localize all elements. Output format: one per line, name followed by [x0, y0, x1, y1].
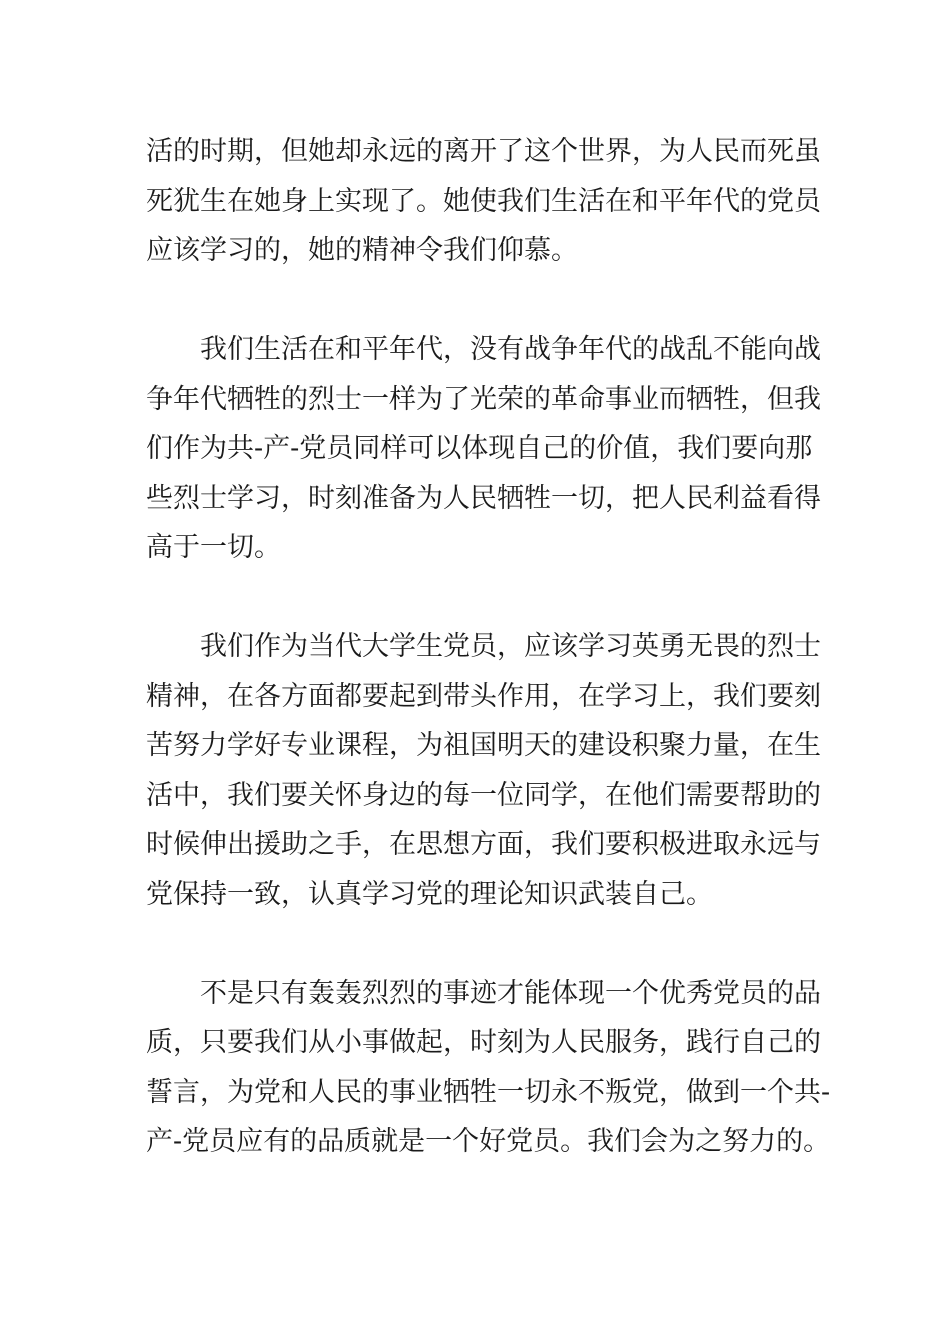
paragraph-spacer: [146, 919, 808, 969]
document-body: [146, 127, 831, 1167]
text-line: 精神，在各方面都要起到带头作用，在学习上，我们要刻: [146, 680, 821, 712]
text-line: 时候伸出援助之手，在思想方面，我们要积极进取永远与: [146, 829, 821, 860]
text-line: 些烈士学习，时刻准备为人民牺牲一切，把人民利益看得: [146, 482, 821, 514]
text-line: 活中，我们要关怀身边的每一位同学，在他们需要帮助的: [146, 779, 821, 811]
text-line: 活的时期，但她却永远的离开了这个世界，为人民而死虽: [146, 136, 821, 167]
paragraph-4: [146, 969, 831, 1167]
text-line: 我们生活在和平年代，没有战争年代的战乱不能向战: [200, 334, 821, 365]
paragraph-spacer: [146, 276, 808, 326]
paragraph-spacer: [146, 573, 808, 623]
paragraph-1: [146, 127, 821, 276]
text-line: 党保持一致，认真学习党的理论知识武装自己。: [146, 878, 713, 910]
text-line: 誓言，为党和人民的事业牺牲一切永不叛党，做到一个共-: [146, 1076, 831, 1108]
text-line: 产-党员应有的品质就是一个好党员。我们会为之努力的。: [146, 1126, 831, 1157]
paragraph-3: [146, 622, 821, 919]
paragraph-2: [146, 325, 821, 573]
text-line: 苦努力学好专业课程，为祖国明天的建设积聚力量，在生: [146, 730, 821, 761]
text-line: 我们作为当代大学生党员，应该学习英勇无畏的烈士: [200, 631, 821, 662]
text-line: 死犹生在她身上实现了。她使我们生活在和平年代的党员: [146, 185, 821, 217]
text-line: 不是只有轰轰烈烈的事迹才能体现一个优秀党员的品: [200, 977, 821, 1009]
text-line: 们作为共-产-党员同样可以体现自己的价值，我们要向那: [146, 433, 813, 464]
text-line: 高于一切。: [146, 532, 281, 563]
text-line: 质，只要我们从小事做起，时刻为人民服务，践行自己的: [146, 1027, 821, 1058]
text-line: 争年代牺牲的烈士一样为了光荣的革命事业而牺牲，但我: [146, 383, 821, 415]
text-line: 应该学习的，她的精神令我们仰慕。: [146, 235, 578, 266]
